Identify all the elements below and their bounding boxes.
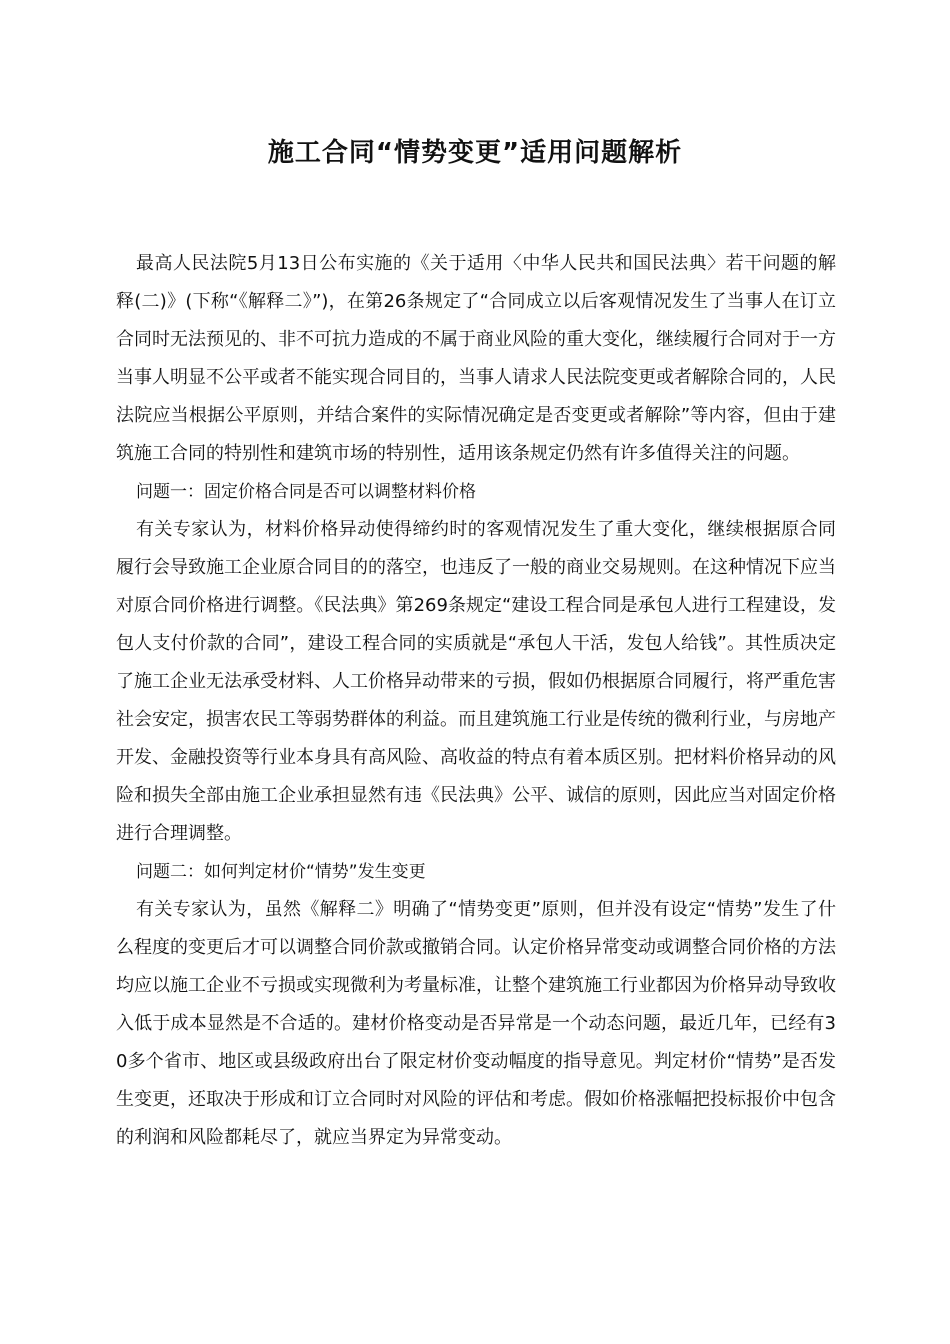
paragraph-section-1: 有关专家认为，材料价格异动使得缔约时的客观情况发生了重大变化，继续根据原合同履行会导致施工企业原合同目的的落空，也违反了一般的商业交易规则。在这种情况下应当对原合同价格进行调整。《民法典》第269条规定“建设工程合同是承包人进行工程建设，发包人支付价款的合同”，建设工程合同的实质就是“承包人干活，发包人给钱”。其性质决定了施工企业无法承受材料、人工价格异动带来的亏损，假如仍根据原合同履行，将严重危害社会安定，损害农民工等弱势群体的利益。而且建筑施工行业是传统的微利行业，与房地产开发、金融投资等行业本身具有高风险、高收益的特点有着本质区别。把材料价格异动的风险和损失全部由施工企业承担显然有违《民法典》公平、诚信的原则，因此应当对固定价格进行合理调整。	[116, 519, 836, 844]
document-title: 施工合同“情势变更”适用问题解析	[267, 138, 683, 168]
section-heading-2: 问题二：如何判定材价“情势”发生变更	[136, 862, 426, 882]
paragraph-intro: 最高人民法院5月13日公布实施的《关于适用〈中华人民共和国民法典〉若干问题的解释(二)》(下称“《解释二》”)，在第26条规定了“合同成立以后客观情况发生了当事人在订立合同时无法预见的、非不可抗力造成的不属于商业风险的重大变化，继续履行合同对于一方当事人明显不公平或者不能实现合同目的，当事人请求人民法院变更或者解除合同的，人民法院应当根据公平原则，并结合案件的实际情况确定是否变更或者解除”等内容，但由于建筑施工合同的特别性和建筑市场的特别性，适用该条规定仍然有许多值得关注的问题。	[116, 253, 836, 464]
paragraph-section-2: 有关专家认为，虽然《解释二》明确了“情势变更”原则，但并没有设定“情势”发生了什么程度的变更后才可以调整合同价款或撤销合同。认定价格异常变动或调整合同价格的方法均应以施工企业不亏损或实现微利为考量标准，让整个建筑施工行业都因为价格异动导致收入低于成本显然是不合适的。建材价格变动是否异常是一个动态问题，最近几年，已经有30多个省市、地区或县级政府出台了限定材价变动幅度的指导意见。判定材价“情势”是否发生变更，还取决于形成和订立合同时对风险的评估和考虑。假如价格涨幅把投标报价中包含的利润和风险都耗尽了，就应当界定为异常变动。	[116, 899, 836, 1148]
section-heading-1: 问题一：固定价格合同是否可以调整材料价格	[136, 482, 476, 502]
document-body	[116, 245, 836, 1157]
